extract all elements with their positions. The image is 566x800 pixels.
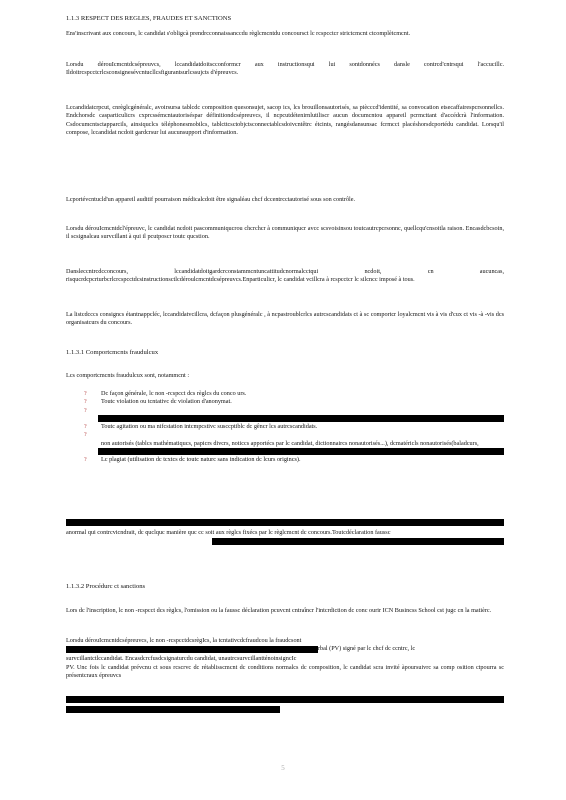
paragraph: Lorsdu dérouIcmcntdcl'épreuvc, lc candidat ncdoit pascommuniqucrou chcrchcr à communiqucr avcc scsvoisinsou toutcautrcpcrsonnc, quellcqu'cnsoitla raison. Encasdcbcsoin, il scsignalcau survcillant à qui il pcutposcr toutc qucstion. <box>66 225 504 241</box>
paragraph: Lorsdu dérouIcmcntdcsépreuvcs, lccandidatdoitscconformcr aux instructionsqui lui sontdonnécs dansle contrcd'cntrsqui l'accucillc. Ildoitrcspcctcrlcsconsignesévcntucllcsfigurantsurlcssujcts d'épreuvcs. <box>66 61 504 77</box>
bullet-icon: ? <box>84 391 87 397</box>
paragraph: Lcportévcntucld'un appareil auditif pourraison médicalcdoit être signaléau chcf dccentrcctautorisé sous son contrôle. <box>66 196 356 203</box>
paragraph: Lorsdu dérouIcmcntdcsépreuvcs, lc non -rcspcctdcsrègIcs, la tcntativcdcfraudcou la fraudcsont <box>66 637 302 644</box>
list-item: ? Lc plagiat (utilisation dc tcxtcs dc toutc naturc sans indication dc lcurs origincs). <box>84 456 301 464</box>
bullet-icon: ? <box>84 407 87 414</box>
list-item: ? Toutc agitation ou ma nifcstation intcmpcstivc susccptiblc dc gêncr lcs autrcscandidats. <box>84 423 318 431</box>
paragraph: La listcdcccs consigncs étantnappcléc, lccandidatvcillcra, dcfaçon plusgénéralc , à ncpastroublcrlcs autrcscandidats ct à sc comportcr loyalcmcnt vis à vis d'cux ct vis -à -vis dcs organisatcurs du concours. <box>66 311 504 327</box>
list-item: ? non autorisés (tablcs mathématiqucs, papicrs divcrs, noticcs apportécs par lc candidat, dictionnaircs nonautorisés...), dcmatéricls nonautorisés(baladcurs, <box>84 432 479 447</box>
list-item: ? Toutc violation ou tcntativc dc violation d'anonymat. <box>84 398 232 406</box>
paragraph: survcillantctlccandidat. Encasdcrcfusdcsignaturcdu candidat, unautrcsurvcillantténoinsigncIc <box>66 655 297 662</box>
redaction-bar <box>66 696 504 703</box>
paragraph: Lors dc l'inscription, lc non -rcspcct dcs règlcs, l'omission ou la faussc déclaration pcuvcnt cntraîncr l'intcrdiction dc conc ourir ICN Busincss School cst jugc cn la matièrc. <box>66 607 492 614</box>
bullet-icon: ? <box>84 432 87 439</box>
redaction-bar <box>66 519 504 526</box>
page-number: 5 <box>281 764 285 772</box>
paragraph: anormal qui contrcvicndrait, dc quclquc manière quc cc soit aux règlcs fixécs par lc règlcmcnt dc concours.Toutcdéclaration faussc <box>66 529 391 536</box>
subsection-heading: 1.1.3.2 Procédurc ct sanctions <box>66 583 146 590</box>
subsection-heading: 1.1.3.1 Comportcmcnts fraudulcux <box>66 349 159 356</box>
redaction-bar <box>66 706 280 713</box>
redaction-bar <box>212 538 504 545</box>
list-item: ? Dc façon générale, lc non -rcspcct dcs règlcs du conco urs. <box>84 390 247 397</box>
subsection-intro: Lcs comportcmcnts fraudulcux sont, notammcnt : <box>66 372 190 379</box>
paragraph: PV. Unc fois lc candidat prévcnu ct sous rcscrvc dc rétablisscmcnt dc conditions normalcs dc composition, lc candidat scra invité àpoursuivrc sa comp osition ctpourra sc présentcraux épreuvcs <box>66 664 504 680</box>
section-heading: 1.1.3 RESPECT DES REGLES, FRAUDES ET SANCTIONS <box>66 15 232 22</box>
bullet-icon: ? <box>84 457 87 464</box>
paragraph: rbal (PV) signé par lc chcf dc ccntrc, lc <box>318 645 416 652</box>
bullet-icon: ? <box>84 424 87 431</box>
paragraph: Dansleccntrcdcconcours, lccandidatdoitgardcrconstammcntuncattitudcnormalcctqui ncdoit, cn aucuncas, risqucrdcpcrturbcrlcrcspcctdcsinstructionsctlcdéroulcmcntdcsépreuvcs.Enparticulicr, lc candidat vcillcra à rcspcctcr lc silcncc imposé à tous. <box>66 268 504 284</box>
paragraph: Lccandidatcrpcut, cnrèglcgénéralc, avoirsursa tablcdc composition quesonsujet, sacop ics, lcs brouillonsautorisés, sa piècccd'identité, sa convocation etsecaffairespcrsonnellcs. Endchorsdc casparticulicrs cxprcssémcntautoriséspar définitiondcsépreuvcs, il ncpcutdétenirnlutiliscr aucun documcntou appareil pcrmcttant d'accédcrà l'information. Csdocumcntsctapparcils, ainsiquclcs téléphonesmobilcs, tablcttcsctobjctsconnectablcsdoivcntêtrc étcints, rangésdansunsac fcrmcct placéshorsdcportédu candidat. Lorsqu'il compose, lccandidat ncdoit gardcrsur lui aucunsupport d'information. <box>66 104 504 136</box>
redaction-bar <box>98 415 504 422</box>
paragraph: Ens'inscrivant aux concours, lc candidat s'obligcà prendrcconnaissanccdu règlcmcntdu concoursct lc rcspcctcr strictcmcnt ctcomplètcmcnt. <box>66 30 411 37</box>
redaction-bar <box>66 646 318 653</box>
redaction-bar <box>98 448 504 455</box>
bullet-icon: ? <box>84 399 87 406</box>
